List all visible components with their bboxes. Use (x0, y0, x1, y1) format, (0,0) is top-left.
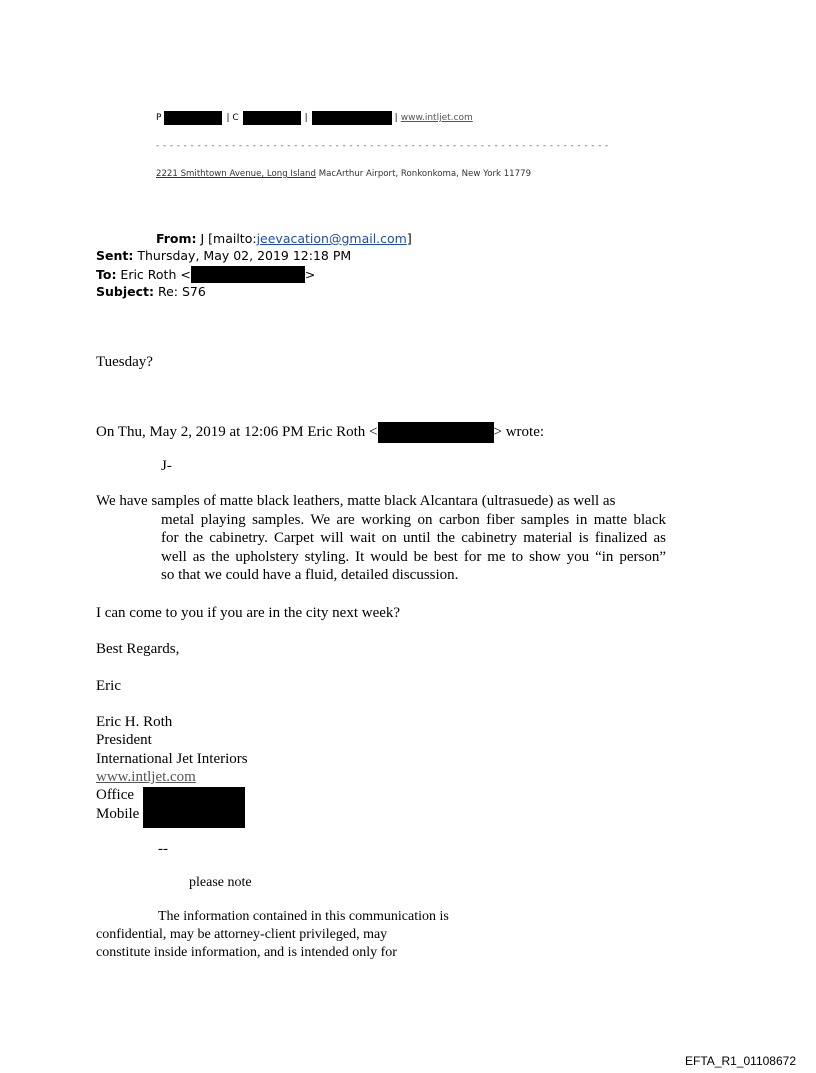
to-line (96, 266, 315, 283)
separator-end: | (394, 113, 398, 123)
to-value-suffix: > (304, 267, 316, 282)
document-id: EFTA_R1_01108672 (685, 1054, 796, 1068)
greeting: J- (161, 458, 172, 474)
paragraph-line: metal playing samples. We are working on carbon fiber samples in matte black (161, 511, 666, 528)
redaction-phone (164, 111, 222, 125)
address-line (156, 169, 531, 179)
contact-line (156, 111, 473, 125)
offer-text: I can come to you if you are in the city next week? (96, 605, 401, 621)
paragraph-line: well as the upholstery styling. It would be best for me to show you “in person” (161, 548, 666, 565)
from-value-suffix: ] (406, 231, 412, 246)
please-note: please note (189, 875, 252, 890)
subject-value: Re: S76 (154, 284, 206, 299)
redaction-email (312, 111, 392, 125)
to-value-prefix: Eric Roth < (116, 267, 191, 282)
office-label: Office (96, 787, 135, 803)
from-email-link[interactable]: jeevacation@gmail.com (256, 231, 407, 246)
signature-name: Eric H. Roth (96, 714, 173, 730)
quote-intro (96, 422, 544, 443)
redaction-quote-email (378, 422, 494, 443)
from-value-prefix: J [mailto: (196, 231, 257, 246)
signature-company: International Jet Interiors (96, 751, 248, 767)
signature-title: President (96, 732, 152, 748)
sig-separator: -- (158, 841, 168, 857)
quote-intro-prefix: On Thu, May 2, 2019 at 12:06 PM Eric Roth < (96, 424, 378, 441)
sender-short-name: Eric (96, 678, 121, 694)
cell-prefix: | C (226, 113, 239, 123)
disclaimer-line-1: The information contained in this communication is (158, 909, 449, 924)
closing-text: Best Regards, (96, 641, 180, 657)
sent-line (96, 248, 351, 263)
phone-prefix: P (156, 113, 162, 123)
paragraph-line: for the cabinetry. Carpet will wait on until the cabinetry material is finalized as (161, 530, 666, 546)
mobile-label: Mobile (96, 806, 140, 822)
redaction-phone-numbers (143, 787, 245, 828)
sent-value: Thursday, May 02, 2019 12:18 PM (133, 248, 352, 263)
redaction-to-email (191, 266, 305, 283)
from-label: From: (156, 231, 197, 246)
to-label: To: (96, 267, 117, 282)
quote-intro-suffix: > wrote: (493, 424, 545, 441)
reply-text: Tuesday? (96, 354, 153, 370)
website-link[interactable]: www.intljet.com (400, 113, 473, 123)
from-line (156, 231, 412, 246)
redaction-cell (243, 111, 301, 125)
message-paragraph (96, 492, 666, 585)
separator: | (304, 113, 308, 123)
signature-website-link[interactable]: www.intljet.com (96, 769, 196, 785)
subject-label: Subject: (96, 284, 154, 299)
subject-line (96, 284, 206, 299)
dashed-divider: - - - - - - - - - - - - - - - - - - - - - - - - - - - - - - - - - - - - - - - - - - - - - - - - - - - - - - - - - - - - - - - - - - (156, 141, 609, 151)
disclaimer-line-2: confidential, may be attorney-client privileged, may (96, 927, 388, 942)
address-rest: MacArthur Airport, Ronkonkoma, New York 11779 (315, 169, 532, 179)
disclaimer-line-3: constitute inside information, and is intended only for (96, 945, 397, 960)
sent-label: Sent: (96, 248, 134, 263)
address-link[interactable]: 2221 Smithtown Avenue, Long Island (156, 169, 316, 179)
paragraph-line: We have samples of matte black leathers, matte black Alcantara (ultrasuede) as well as (96, 493, 616, 509)
paragraph-line: so that we could have a fluid, detailed discussion. (161, 567, 459, 583)
